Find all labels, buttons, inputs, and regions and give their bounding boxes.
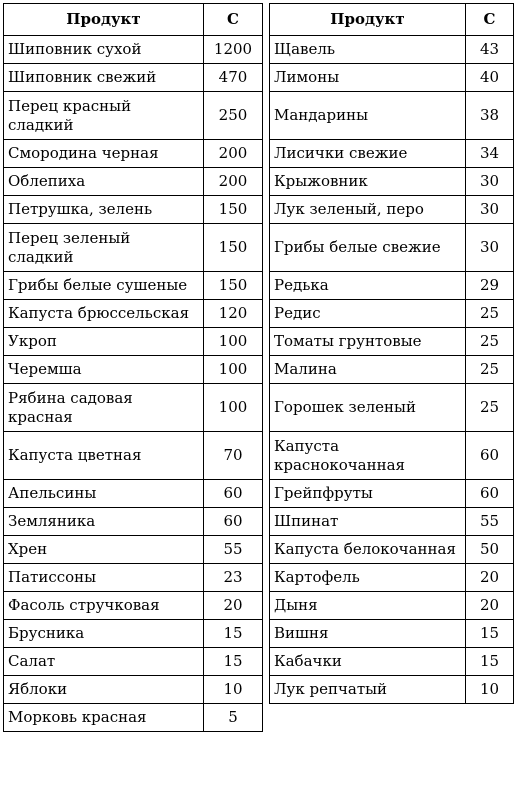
- table-row: [4, 328, 263, 356]
- product-name-cell: Черемша: [4, 356, 204, 384]
- table-row: [270, 92, 514, 140]
- product-name-cell: Салат: [4, 648, 204, 676]
- table-row: [270, 676, 514, 704]
- table-row: [4, 64, 263, 92]
- table-row: [4, 480, 263, 508]
- table-row: [270, 224, 514, 272]
- product-name-cell: Томаты грунтовые: [270, 328, 466, 356]
- column-header-product: Продукт: [4, 4, 204, 36]
- product-name-cell: Земляника: [4, 508, 204, 536]
- vitamin-c-value-cell: 150: [204, 224, 263, 272]
- header-row: [4, 4, 263, 36]
- product-name-cell: Картофель: [270, 564, 466, 592]
- table-row: [270, 168, 514, 196]
- vitamin-c-value-cell: 20: [466, 564, 514, 592]
- product-name-cell: Укроп: [4, 328, 204, 356]
- vitamin-c-value-cell: 15: [466, 648, 514, 676]
- table-row: [270, 272, 514, 300]
- product-name-cell: Дыня: [270, 592, 466, 620]
- vitamin-c-value-cell: 29: [466, 272, 514, 300]
- product-name-cell: Грибы белые свежие: [270, 224, 466, 272]
- table-row: [4, 168, 263, 196]
- vitamin-c-value-cell: 43: [466, 36, 514, 64]
- product-name-cell: Редис: [270, 300, 466, 328]
- table-row: [4, 704, 263, 732]
- product-name-cell: Облепиха: [4, 168, 204, 196]
- vitamin-c-value-cell: 55: [466, 508, 514, 536]
- product-name-cell: Редька: [270, 272, 466, 300]
- vitamin-c-value-cell: 50: [466, 536, 514, 564]
- vitamin-c-value-cell: 25: [466, 328, 514, 356]
- vitamin-c-value-cell: 120: [204, 300, 263, 328]
- product-name-cell: Фасоль стручковая: [4, 592, 204, 620]
- vitamin-c-value-cell: 25: [466, 300, 514, 328]
- vitamin-c-value-cell: 60: [204, 480, 263, 508]
- product-name-cell: Хрен: [4, 536, 204, 564]
- product-name-cell: Капуста краснокочанная: [270, 432, 466, 480]
- table-row: [4, 36, 263, 64]
- product-name-cell: Патиссоны: [4, 564, 204, 592]
- vitamin-c-value-cell: 60: [466, 432, 514, 480]
- vitamin-c-value-cell: 20: [204, 592, 263, 620]
- product-name-cell: Вишня: [270, 620, 466, 648]
- vitamin-c-value-cell: 70: [204, 432, 263, 480]
- product-name-cell: Рябина садовая красная: [4, 384, 204, 432]
- table-row: [4, 140, 263, 168]
- vitamin-c-value-cell: 150: [204, 196, 263, 224]
- vitamin-c-value-cell: 30: [466, 196, 514, 224]
- table-left-half: [3, 3, 263, 732]
- table-row: [4, 676, 263, 704]
- column-header-value: С: [466, 4, 514, 36]
- product-name-cell: Лук зеленый, перо: [270, 196, 466, 224]
- product-name-cell: Щавель: [270, 36, 466, 64]
- vitamin-c-value-cell: 60: [204, 508, 263, 536]
- vitamin-c-value-cell: 55: [204, 536, 263, 564]
- vitamin-c-value-cell: 470: [204, 64, 263, 92]
- table-row: [270, 328, 514, 356]
- product-name-cell: Грибы белые сушеные: [4, 272, 204, 300]
- vitamin-c-value-cell: 15: [466, 620, 514, 648]
- vitamin-c-value-cell: 25: [466, 384, 514, 432]
- product-name-cell: Перец красный сладкий: [4, 92, 204, 140]
- vitamin-c-value-cell: 10: [204, 676, 263, 704]
- table-row: [270, 356, 514, 384]
- product-name-cell: Крыжовник: [270, 168, 466, 196]
- product-name-cell: Апельсины: [4, 480, 204, 508]
- vitamin-c-value-cell: 60: [466, 480, 514, 508]
- table-row: [4, 432, 263, 480]
- product-name-cell: Малина: [270, 356, 466, 384]
- table-row: [270, 64, 514, 92]
- table-row: [270, 536, 514, 564]
- product-name-cell: Лисички свежие: [270, 140, 466, 168]
- product-name-cell: Капуста белокочанная: [270, 536, 466, 564]
- table-row: [4, 356, 263, 384]
- table-row: [4, 564, 263, 592]
- product-name-cell: Лук репчатый: [270, 676, 466, 704]
- product-name-cell: Капуста цветная: [4, 432, 204, 480]
- table-row: [270, 384, 514, 432]
- table-row: [4, 196, 263, 224]
- product-name-cell: Грейпфруты: [270, 480, 466, 508]
- header-row: [270, 4, 514, 36]
- product-name-cell: Шиповник сухой: [4, 36, 204, 64]
- table-row: [4, 272, 263, 300]
- table-row: [4, 536, 263, 564]
- table-row: [270, 508, 514, 536]
- product-name-cell: Шиповник свежий: [4, 64, 204, 92]
- vitamin-c-value-cell: 15: [204, 620, 263, 648]
- product-name-cell: Смородина черная: [4, 140, 204, 168]
- table-row: [4, 224, 263, 272]
- table-row: [4, 620, 263, 648]
- vitamin-c-value-cell: 250: [204, 92, 263, 140]
- table-row: [270, 480, 514, 508]
- table-row: [270, 432, 514, 480]
- vitamin-c-value-cell: 10: [466, 676, 514, 704]
- vitamin-c-value-cell: 20: [466, 592, 514, 620]
- product-name-cell: Яблоки: [4, 676, 204, 704]
- table-row: [4, 648, 263, 676]
- product-name-cell: Петрушка, зелень: [4, 196, 204, 224]
- column-header-product: Продукт: [270, 4, 466, 36]
- product-name-cell: Мандарины: [270, 92, 466, 140]
- table-row: [4, 92, 263, 140]
- vitamin-c-value-cell: 38: [466, 92, 514, 140]
- table-row: [4, 300, 263, 328]
- vitamin-c-value-cell: 15: [204, 648, 263, 676]
- vitamin-c-value-cell: 100: [204, 328, 263, 356]
- table-row: [4, 592, 263, 620]
- vitamin-c-value-cell: 1200: [204, 36, 263, 64]
- vitamin-c-value-cell: 150: [204, 272, 263, 300]
- table-row: [270, 196, 514, 224]
- vitamin-c-value-cell: 200: [204, 168, 263, 196]
- table-row: [270, 648, 514, 676]
- vitamin-c-value-cell: 200: [204, 140, 263, 168]
- product-name-cell: Морковь красная: [4, 704, 204, 732]
- table-row: [4, 508, 263, 536]
- vitamin-c-value-cell: 34: [466, 140, 514, 168]
- product-name-cell: Кабачки: [270, 648, 466, 676]
- column-header-value: С: [204, 4, 263, 36]
- vitamin-c-value-cell: 5: [204, 704, 263, 732]
- vitamin-c-value-cell: 23: [204, 564, 263, 592]
- vitamin-c-value-cell: 30: [466, 224, 514, 272]
- table-row: [270, 564, 514, 592]
- product-name-cell: Горошек зеленый: [270, 384, 466, 432]
- table-row: [270, 140, 514, 168]
- vitamin-c-value-cell: 100: [204, 356, 263, 384]
- left-rows: [4, 36, 263, 732]
- product-name-cell: Шпинат: [270, 508, 466, 536]
- vitamin-c-value-cell: 40: [466, 64, 514, 92]
- product-name-cell: Лимоны: [270, 64, 466, 92]
- product-name-cell: Капуста брюссельская: [4, 300, 204, 328]
- table-row: [4, 384, 263, 432]
- product-name-cell: Перец зеленый сладкий: [4, 224, 204, 272]
- table-row: [270, 36, 514, 64]
- vitamin-c-value-cell: 25: [466, 356, 514, 384]
- vitamin-c-value-cell: 30: [466, 168, 514, 196]
- table-row: [270, 300, 514, 328]
- product-name-cell: Брусника: [4, 620, 204, 648]
- table-row: [270, 620, 514, 648]
- right-rows: [270, 36, 514, 704]
- table-row: [270, 592, 514, 620]
- table-right-half: [269, 3, 514, 704]
- vitamin-c-value-cell: 100: [204, 384, 263, 432]
